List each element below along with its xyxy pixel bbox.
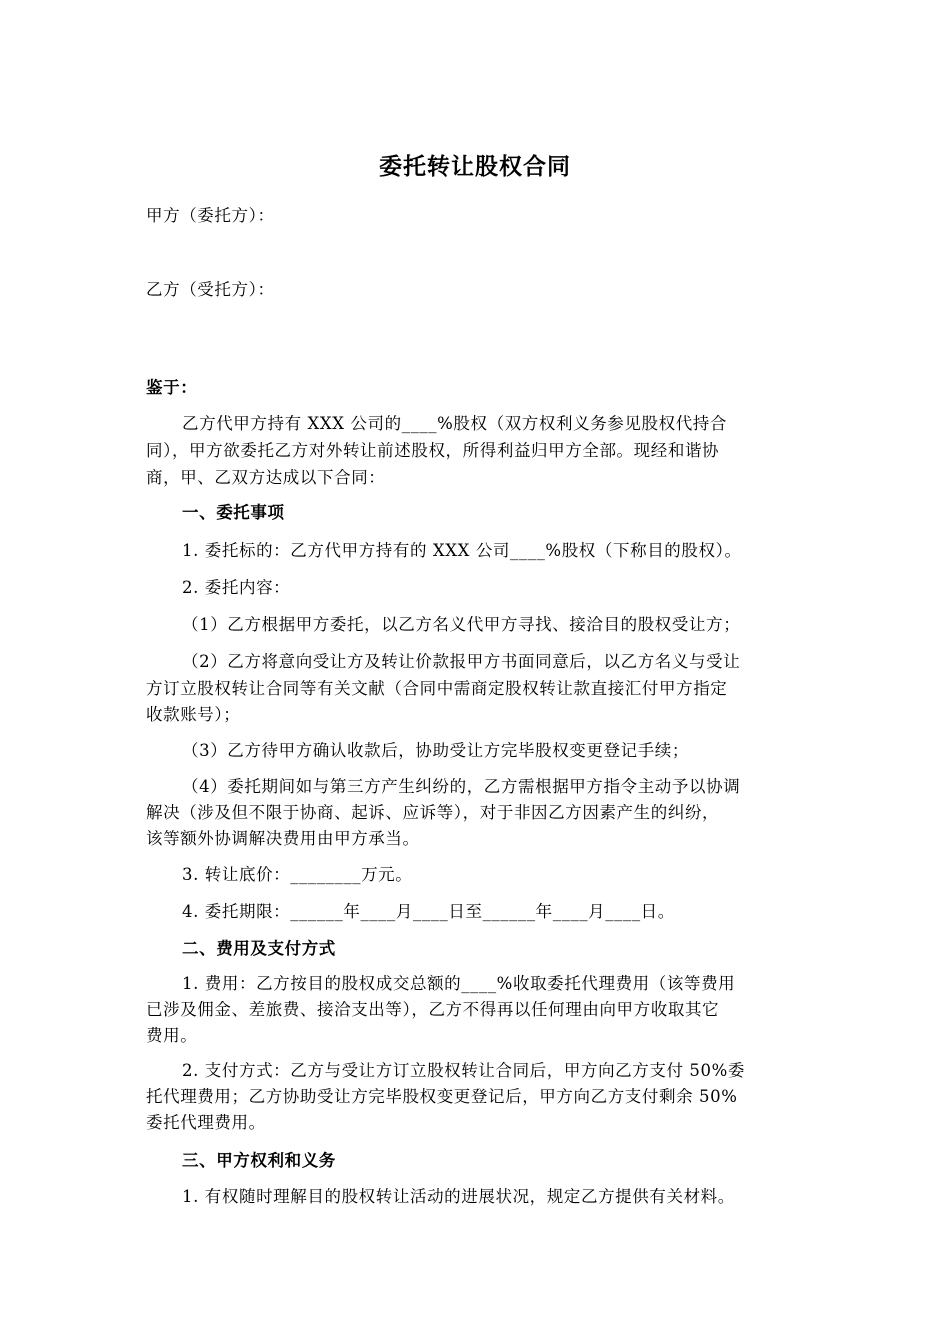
section-1-sub-3: （3）乙方待甲方确认收款后，协助受让方完毕股权变更登记手续； bbox=[182, 741, 689, 760]
whereas-line-1: 乙方代甲方持有 XXX 公司的____%股权（双方权利义务参见股权代持合 bbox=[182, 414, 728, 433]
section-1-item-1: 1. 委托标的：乙方代甲方持有的 XXX 公司____%股权（下称目的股权）。 bbox=[182, 541, 742, 560]
whereas-heading: 鉴于： bbox=[146, 378, 198, 397]
section-1-sub-2-line-2: 方订立股权转让合同等有关文献（合同中需商定股权转让款直接汇付甲方指定 bbox=[146, 679, 728, 698]
party-a-label: 甲方（委托方）： bbox=[146, 206, 275, 225]
section-2-item-2-line-3: 委托代理费用。 bbox=[146, 1113, 266, 1132]
section-1-item-3: 3. 转让底价：________万元。 bbox=[182, 865, 413, 884]
whereas-line-2: 同），甲方欲委托乙方对外转让前述股权，所得利益归甲方全部。现经和谐协 bbox=[146, 441, 720, 460]
section-1-sub-2-line-3: 收款账号）； bbox=[146, 705, 241, 724]
section-2-item-2-line-1: 2. 支付方式：乙方与受让方订立股权转让合同后，甲方向乙方支付 50%委 bbox=[182, 1061, 746, 1080]
section-2-item-1-line-1: 1. 费用：乙方按目的股权成交总额的____%收取委托代理费用（该等费用 bbox=[182, 974, 736, 993]
section-2-item-1-line-2: 已涉及佣金、差旅费、接洽支出等），乙方不得再以任何理由向甲方收取其它 bbox=[146, 1000, 720, 1019]
section-2-heading: 二、费用及支付方式 bbox=[182, 939, 336, 958]
section-1-sub-4-line-3: 该等额外协调解决费用由甲方承当。 bbox=[146, 829, 420, 848]
whereas-line-3: 商，甲、乙双方达成以下合同： bbox=[146, 468, 386, 487]
section-1-item-2: 2. 委托内容： bbox=[182, 578, 291, 597]
section-3-item-1: 1. 有权随时理解目的股权转让活动的进展状况，规定乙方提供有关材料。 bbox=[182, 1187, 735, 1206]
section-2-item-2-line-2: 托代理费用；乙方协助受让方完毕股权变更登记后，甲方向乙方支付剩余 50% bbox=[146, 1087, 738, 1106]
section-1-heading: 一、委托事项 bbox=[182, 503, 285, 522]
section-3-heading: 三、甲方权利和义务 bbox=[182, 1151, 336, 1170]
section-1-sub-1: （1）乙方根据甲方委托，以乙方名义代甲方寻找、接洽目的股权受让方； bbox=[182, 615, 741, 634]
section-1-sub-4-line-2: 解决（涉及但不限于协商、起诉、应诉等），对于非因乙方因素产生的纠纷， bbox=[146, 803, 720, 822]
section-1-sub-4-line-1: （4）委托期间如与第三方产生纠纷的，乙方需根据甲方指令主动予以协调 bbox=[182, 777, 741, 796]
section-2-item-1-line-3: 费用。 bbox=[146, 1026, 198, 1045]
document-title: 委托转让股权合同 bbox=[379, 153, 571, 180]
section-1-item-4: 4. 委托期限：______年____月____日至______年____月____日。 bbox=[182, 902, 675, 921]
section-1-sub-2-line-1: （2）乙方将意向受让方及转让价款报甲方书面同意后，以乙方名义与受让 bbox=[182, 652, 741, 671]
party-b-label: 乙方（受托方）： bbox=[146, 280, 275, 299]
